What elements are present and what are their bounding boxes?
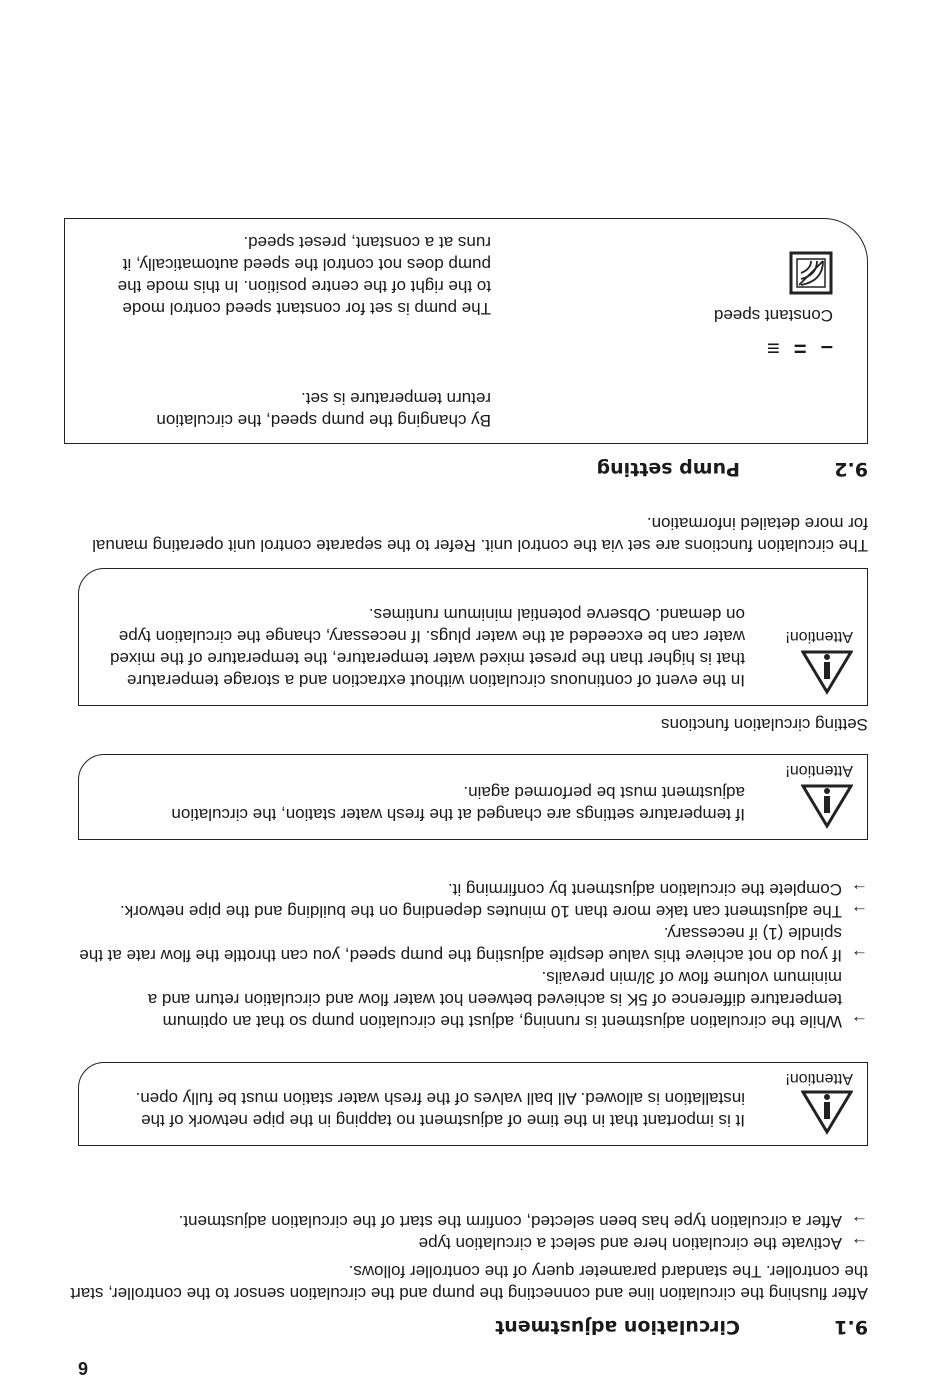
constant-speed-text: The pump is set for constant speed control mode to the right of the centre position. In this mode the pump does not control the speed automatically, it runs at a constant, preset speed. [117, 233, 491, 318]
list-item: → The adjustment can take more than 10 minutes depending on the building and the pipe network. [119, 902, 868, 921]
speed-symbol: – = ≡ [762, 336, 833, 361]
list-item: → If you do not achieve this value despite adjusting the pump speed, you can throttle the flow rate at the spindle (1) if necessary. [79, 924, 868, 965]
attention-text: If temperature settings are changed at the fresh water station, the circulation adjustment must be performed again. [171, 783, 745, 824]
attention-box-2 [78, 754, 868, 840]
section-heading-9-2 [597, 458, 868, 480]
step-list-b [78, 878, 868, 1032]
section-title: Pump setting [596, 458, 740, 480]
arrow-icon: → [851, 1212, 868, 1231]
list-item: → Complete the circulation adjustment by confirming it. [447, 880, 868, 899]
pump-speed-text: By changing the pump speed, the circulation return temperature is set. [156, 389, 491, 430]
constant-speed-icon [789, 251, 833, 295]
arrow-icon: → [851, 946, 868, 965]
outro-paragraph: The circulation functions are set via the control unit. Refer to the separate control unit operating manual for more detailed information. [92, 514, 868, 555]
attention-text: In the event of continuous circulation without extraction and a storage temperature that is higher than the preset mixed water temperature, the temperature of the mixed water can be exceeded at the water plugs. If necessary, change the circulation type on demand. Observe potential minimum runtimes. [109, 605, 745, 690]
attention-box-3 [78, 568, 868, 706]
warning-triangle-icon [801, 649, 853, 695]
pump-setting-box [64, 218, 868, 444]
arrow-icon: → [851, 902, 868, 921]
list-item: → While the circulation adjustment is running, adjust the circulation pump so that an optimum temperature difference of 5K is achieved between hot water flow and circulation return and a minimum volume flow of 3l/min prevails. [147, 968, 868, 1031]
mode-label: Constant speed [713, 306, 833, 325]
intro-paragraph: After flushing the circulation line and connecting the pump and the circulation sensor to the controller, start the controller. The standard parameter query of the controller follows. [70, 1262, 868, 1303]
section-number: 9.2 [834, 458, 868, 480]
arrow-icon: → [851, 880, 868, 899]
step-list-a [78, 1210, 868, 1254]
section-heading-9-1 [495, 1316, 868, 1338]
list-item: → Activate the circulation here and select a circulation type [418, 1234, 868, 1253]
attention-box-1 [78, 1062, 868, 1146]
attention-label: Attention! [785, 762, 853, 779]
warning-triangle-icon [801, 1089, 853, 1135]
attention-label: Attention! [785, 1070, 853, 1087]
arrow-icon: → [851, 1234, 868, 1253]
section-number: 9.1 [834, 1316, 868, 1338]
attention-text: It is important that in the time of adjustment no tapping in the pipe network of the installation is allowed. All ball valves of the fresh water station must be fully open. [135, 1089, 745, 1130]
page-number: 6 [77, 1358, 88, 1378]
arrow-icon: → [851, 1012, 868, 1031]
sub-heading: Setting circulation functions [661, 715, 868, 734]
attention-label: Attention! [785, 628, 853, 645]
list-item: → After a circulation type has been selected, confirm the start of the circulation adjustment. [178, 1212, 868, 1231]
warning-triangle-icon [801, 783, 853, 829]
section-title: Circulation adjustment [495, 1316, 740, 1338]
